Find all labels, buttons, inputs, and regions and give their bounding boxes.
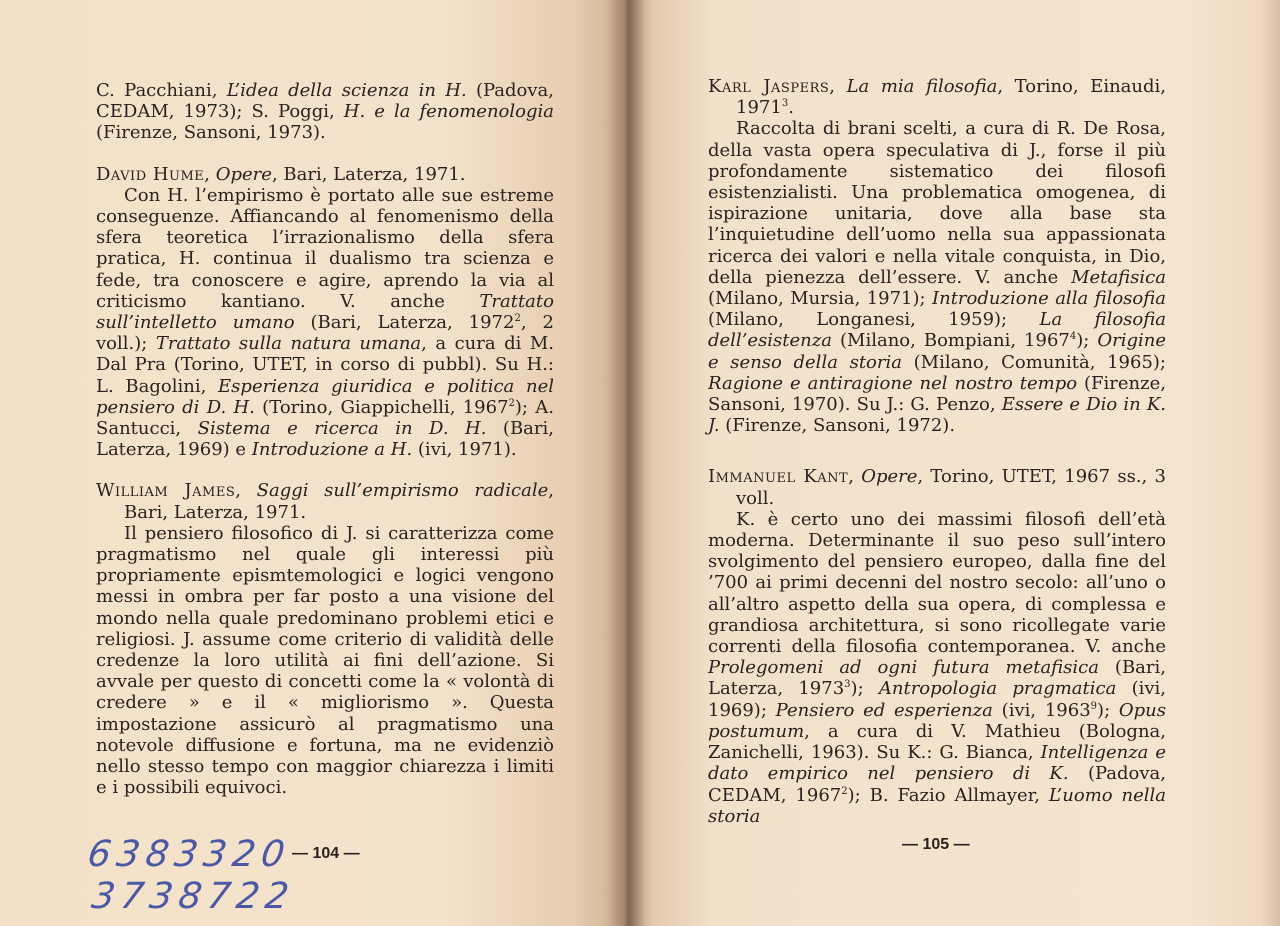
italic-title: La mia filosofia <box>846 76 998 97</box>
italic-title: Antropologia pragmatica <box>878 678 1117 700</box>
right-text-column <box>708 76 1166 827</box>
italic-title: H. e la fenomenologia <box>343 101 554 123</box>
text-run: (Milano, Longanesi, 1959); <box>708 309 1040 331</box>
text-run: , 2 voll.); <box>96 312 554 355</box>
italic-title: L’uomo nella storia <box>708 784 1167 827</box>
left-text-column <box>96 80 554 799</box>
entry-body <box>96 185 554 461</box>
italic-title: Trattato sulla natura umana <box>155 333 422 355</box>
entry-body <box>708 509 1166 827</box>
italic-title: Introduzione a H. <box>251 439 413 461</box>
text-run: , Torino, Einaudi, 1971 <box>736 76 1166 119</box>
text-run: K. è certo uno dei massimi filosofi dell’età moderna. Determinante il suo peso sull’intero svolgimento del pensiero europeo, dalla fine del ’700 ai primi decenni del nostro secolo: all’uno o all’altro aspetto della sua opera, di complessa e grandiosa architettura, si sono ricollegate varie correnti della filosofia contemporanea. V. anche <box>708 508 1166 658</box>
entry-heading <box>708 466 1166 508</box>
entry-body <box>96 80 554 144</box>
italic-title: Esperienza giuridica e politica nel pensiero di D. H. <box>96 375 554 418</box>
edition-superscript: 2 <box>508 397 515 409</box>
text-run: , <box>235 480 257 502</box>
page-number-right: — 105 — <box>902 836 970 853</box>
edition-superscript: 3 <box>844 679 851 691</box>
italic-title: Ragione e antiragione nel nostro tempo <box>708 372 1078 394</box>
text-run: ); B. Fazio Allmayer, <box>847 784 1049 806</box>
italic-title: Opus postumum <box>708 699 1167 742</box>
italic-title: Prolegomeni ad ogni futura metafisica <box>708 657 1099 679</box>
text-run: . <box>788 97 794 119</box>
entry-hume <box>96 164 554 461</box>
entry-continuation <box>96 80 554 144</box>
text-run: (Milano, Bompiani, 1967 <box>832 330 1070 352</box>
text-run: Il pensiero filosofico di J. si caratterizza come pragmatismo nel quale gli interessi più propriamente epismtemologici e logici vengono messi in ombra per far posto a una visione del mondo nella quale predominano problemi etici e religiosi. J. assume come criterio di validità delle credenze la loro utilità ai fini dell’azione. Si avvale per questo di concetti come la « volontà di credere » e il « migliorismo ». Questa impostazione assicurò al pragmatismo una notevole diffusione e fortuna, ma ne evidenziò nello stesso tempo con maggior chiarezza i limiti e i possibili equivoci. <box>96 522 554 799</box>
italic-title: Introduzione alla filosofia <box>932 288 1166 310</box>
text-run: , Torino, UTET, 1967 ss., 3 voll. <box>736 466 1166 509</box>
entry-body <box>96 523 554 799</box>
italic-title: Saggi sull’empirismo radicale <box>256 480 549 502</box>
italic-title: Trattato sull’intelletto umano <box>96 290 554 334</box>
book-gutter <box>606 0 646 926</box>
italic-title: Sistema e ricerca in D. H. <box>197 418 487 440</box>
text-run: (Torino, Giappichelli, 1967 <box>254 396 509 418</box>
text-run: , Bari, Laterza, 1971. <box>271 163 466 185</box>
handwritten-note-1: 6383320 <box>85 834 294 875</box>
text-run: , <box>204 163 216 185</box>
italic-title: Origine e senso della storia <box>708 330 1166 373</box>
text-run: ); <box>850 678 879 700</box>
text-run: , <box>829 76 847 97</box>
edition-superscript: 2 <box>841 785 848 797</box>
edition-superscript: 9 <box>1090 700 1098 712</box>
text-run: (Padova, CEDAM, 1967 <box>708 763 1166 806</box>
edition-superscript: 4 <box>1069 331 1077 343</box>
italic-title: Opere <box>215 163 272 185</box>
entry-kant <box>708 466 1166 826</box>
text-run: (Bari, Laterza, 1969) e <box>96 418 554 461</box>
text-run: (Milano, Mursia, 1971); <box>708 288 932 310</box>
text-run: (Padova, CEDAM, 1973); S. Poggi, <box>96 80 554 123</box>
italic-title: Essere e Dio in K. J. <box>708 394 1167 437</box>
text-run: (Bari, Laterza, 1972 <box>294 312 515 334</box>
entry-james <box>96 480 554 798</box>
text-run: (Firenze, Sansoni, 1972). <box>719 415 956 437</box>
entry-heading <box>708 76 1166 118</box>
text-run: ); <box>1076 330 1098 352</box>
entry-heading <box>96 480 554 522</box>
edition-superscript: 3 <box>781 98 789 110</box>
text-run: , a cura di V. Mathieu (Bologna, Zanichelli, 1963). Su K.: G. Bianca, <box>708 720 1166 764</box>
text-run: Raccolta di brani scelti, a cura di R. De Rosa, della vasta opera speculativa di J., forse il più profondamente sistematico dei filosofi esistenzialisti. Una problematica omogenea, di ispirazione unitaria, dove alla base sta l’inquietudine dell’uomo nella sua appassionata ricerca dei valori e nella vitale conquista, in Dio, della pienezza dell’essere. V. anche <box>708 118 1166 288</box>
text-run: (Firenze, Sansoni, 1970). Su J.: G. Penzo, <box>708 372 1166 416</box>
text-run: (Bari, Laterza, 1973 <box>708 657 1166 700</box>
author-name: William James <box>96 480 236 502</box>
text-run: (ivi, 1971). <box>412 439 517 461</box>
edition-superscript: 2 <box>514 313 521 325</box>
entry-jaspers <box>708 76 1166 436</box>
page-number-left: — 104 — <box>292 845 360 862</box>
italic-title: Metafisica <box>1071 266 1166 288</box>
text-run: , a cura di M. Dal Pra (Torino, UTET, in corso di pubbl). Su H.: L. Bagolini, <box>96 333 554 397</box>
italic-title: Pensiero ed esperienza <box>775 699 993 721</box>
text-run: C. Pacchiani, <box>96 80 227 101</box>
text-run: ); <box>1097 699 1119 721</box>
text-run: ); A. Santucci, <box>96 396 554 440</box>
text-run: , Bari, Laterza, 1971. <box>124 480 554 523</box>
heading-rest <box>204 164 465 185</box>
entry-body <box>708 118 1166 436</box>
text-run: (ivi, 1963 <box>992 699 1091 721</box>
text-run: (Firenze, Sansoni, 1973). <box>96 122 326 144</box>
author-name: Immanuel Kant <box>708 466 849 488</box>
italic-title: L’idea della scienza in H. <box>226 80 467 101</box>
author-name: David Hume <box>96 163 205 185</box>
text-run: , <box>848 466 862 488</box>
text-run: (Milano, Comunità, 1965); <box>901 351 1166 373</box>
italic-title: Intelligenza e dato empirico nel pensiero di K. <box>708 742 1166 785</box>
text-run: (ivi, 1969); <box>708 678 1166 721</box>
entry-heading <box>96 164 554 185</box>
text-run: Con H. l’empirismo è portato alle sue estreme conseguenze. Affiancando al fenomenismo della sfera teoretica l’irrazionalismo della sfera pratica, H. continua il dualismo tra scienza e fede, tra conoscere e agire, aprendo la via al criticismo kantiano. V. anche <box>96 184 554 312</box>
handwritten-note-2: 3738722 <box>89 876 298 917</box>
italic-title: Opere <box>861 466 918 488</box>
italic-title: La filosofia dell’esistenza <box>708 309 1166 352</box>
author-name: Karl Jaspers <box>708 76 830 97</box>
